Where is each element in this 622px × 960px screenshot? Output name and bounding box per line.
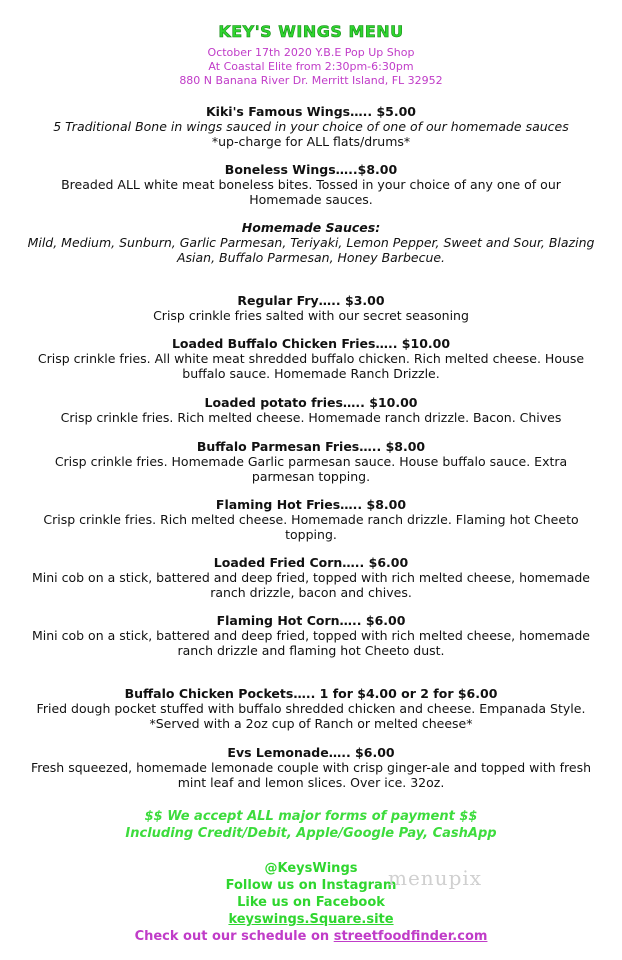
item-name: Buffalo Parmesan Fries….. $8.00 (196, 439, 426, 454)
pockets-item (24, 686, 598, 731)
sauces-section (24, 220, 598, 265)
item-name: Boneless Wings…..$8.00 (224, 162, 398, 177)
item-desc: Fresh squeezed, homemade lemonade couple with crisp ginger-ale and topped with fresh mint leaf and lemon slices. Over ice. 32oz. (30, 760, 592, 790)
sauces-heading: Homemade Sauces: (241, 220, 381, 235)
schedule-line (0, 928, 622, 945)
item-note: *Served with a 2oz cup of Ranch or melted cheese* (149, 716, 473, 731)
item-desc: 5 Traditional Bone in wings sauced in your choice of one of our homemade sauces (53, 119, 569, 134)
item-note: *up-charge for ALL flats/drums* (211, 134, 411, 149)
payment-line-2: Including Credit/Debit, Apple/Google Pay, CashApp (125, 826, 497, 841)
item-desc: Mini cob on a stick, battered and deep fried, topped with rich melted cheese, homemade ranch drizzle and flaming hot Cheeto dust. (32, 628, 590, 658)
item-desc: Fried dough pocket stuffed with buffalo shredded chicken and cheese. Empanada Style. (36, 701, 586, 716)
item-desc: Crisp crinkle fries. Homemade Garlic parmesan sauce. House buffalo sauce. Extra parmesan topping. (54, 454, 568, 484)
item-desc: Crisp crinkle fries. Rich melted cheese. Homemade ranch drizzle. Flaming hot Cheeto topping. (43, 512, 579, 542)
site-link[interactable]: keyswings.Square.site (228, 912, 394, 927)
item-name: Kiki's Famous Wings….. $5.00 (206, 104, 416, 119)
menu-item (24, 439, 598, 484)
address-line: 880 N Banana River Dr. Merritt Island, FL 32952 (179, 74, 443, 87)
schedule-link[interactable]: streetfoodfinder.com (333, 929, 488, 944)
item-name: Loaded potato fries….. $10.00 (204, 395, 418, 410)
item-name: Loaded Fried Corn….. $6.00 (213, 555, 409, 570)
item-desc: Crisp crinkle fries. All white meat shredded buffalo chicken. Rich melted cheese. House buffalo sauce. Homemade Ranch Drizzle. (37, 351, 585, 381)
facebook-line: Like us on Facebook (237, 895, 385, 910)
payment-line-1: $$ We accept ALL major forms of payment $$ (144, 809, 478, 824)
menu-item (24, 293, 598, 323)
menu-item (24, 395, 598, 425)
wings-item (24, 104, 598, 149)
item-name: Regular Fry….. $3.00 (237, 293, 385, 308)
item-desc: Breaded ALL white meat boneless bites. Tossed in your choice of any one of our Homemade sauces. (61, 177, 561, 207)
item-desc: Crisp crinkle fries. Rich melted cheese. Homemade ranch drizzle. Bacon. Chives (60, 410, 562, 425)
menu-item (24, 613, 598, 658)
item-name: Evs Lemonade….. $6.00 (227, 745, 395, 760)
site-line (0, 911, 622, 928)
menu-item (24, 336, 598, 381)
item-name: Loaded Buffalo Chicken Fries….. $10.00 (171, 336, 451, 351)
event-line: October 17th 2020 Y.B.E Pop Up Shop (207, 46, 415, 59)
item-name: Flaming Hot Corn….. $6.00 (216, 613, 406, 628)
lemonade-item (16, 745, 606, 790)
boneless-item (24, 162, 598, 207)
schedule-text: Check out our schedule on (134, 929, 334, 944)
item-name: Buffalo Chicken Pockets….. 1 for $4.00 or 2 for $6.00 (124, 686, 498, 701)
social-handle: @KeysWings (264, 861, 358, 876)
location-line: At Coastal Elite from 2:30pm-6:30pm (208, 60, 414, 73)
watermark: menupix (388, 866, 483, 890)
sauces-list: Mild, Medium, Sunburn, Garlic Parmesan, Teriyaki, Lemon Pepper, Sweet and Sour, Blazing Asian, Buffalo Parmesan, Honey Barbecue. (27, 235, 595, 265)
item-desc: Crisp crinkle fries salted with our secret seasoning (153, 308, 469, 323)
item-desc: Mini cob on a stick, battered and deep fried, topped with rich melted cheese, homemade ranch drizzle, bacon and chives. (32, 570, 590, 600)
menu-item (24, 555, 598, 600)
item-name: Flaming Hot Fries….. $8.00 (215, 497, 407, 512)
menu-title: KEY'S WINGS MENU (218, 22, 404, 41)
menu-item (24, 497, 598, 542)
instagram-line: Follow us on Instagram (225, 878, 397, 893)
